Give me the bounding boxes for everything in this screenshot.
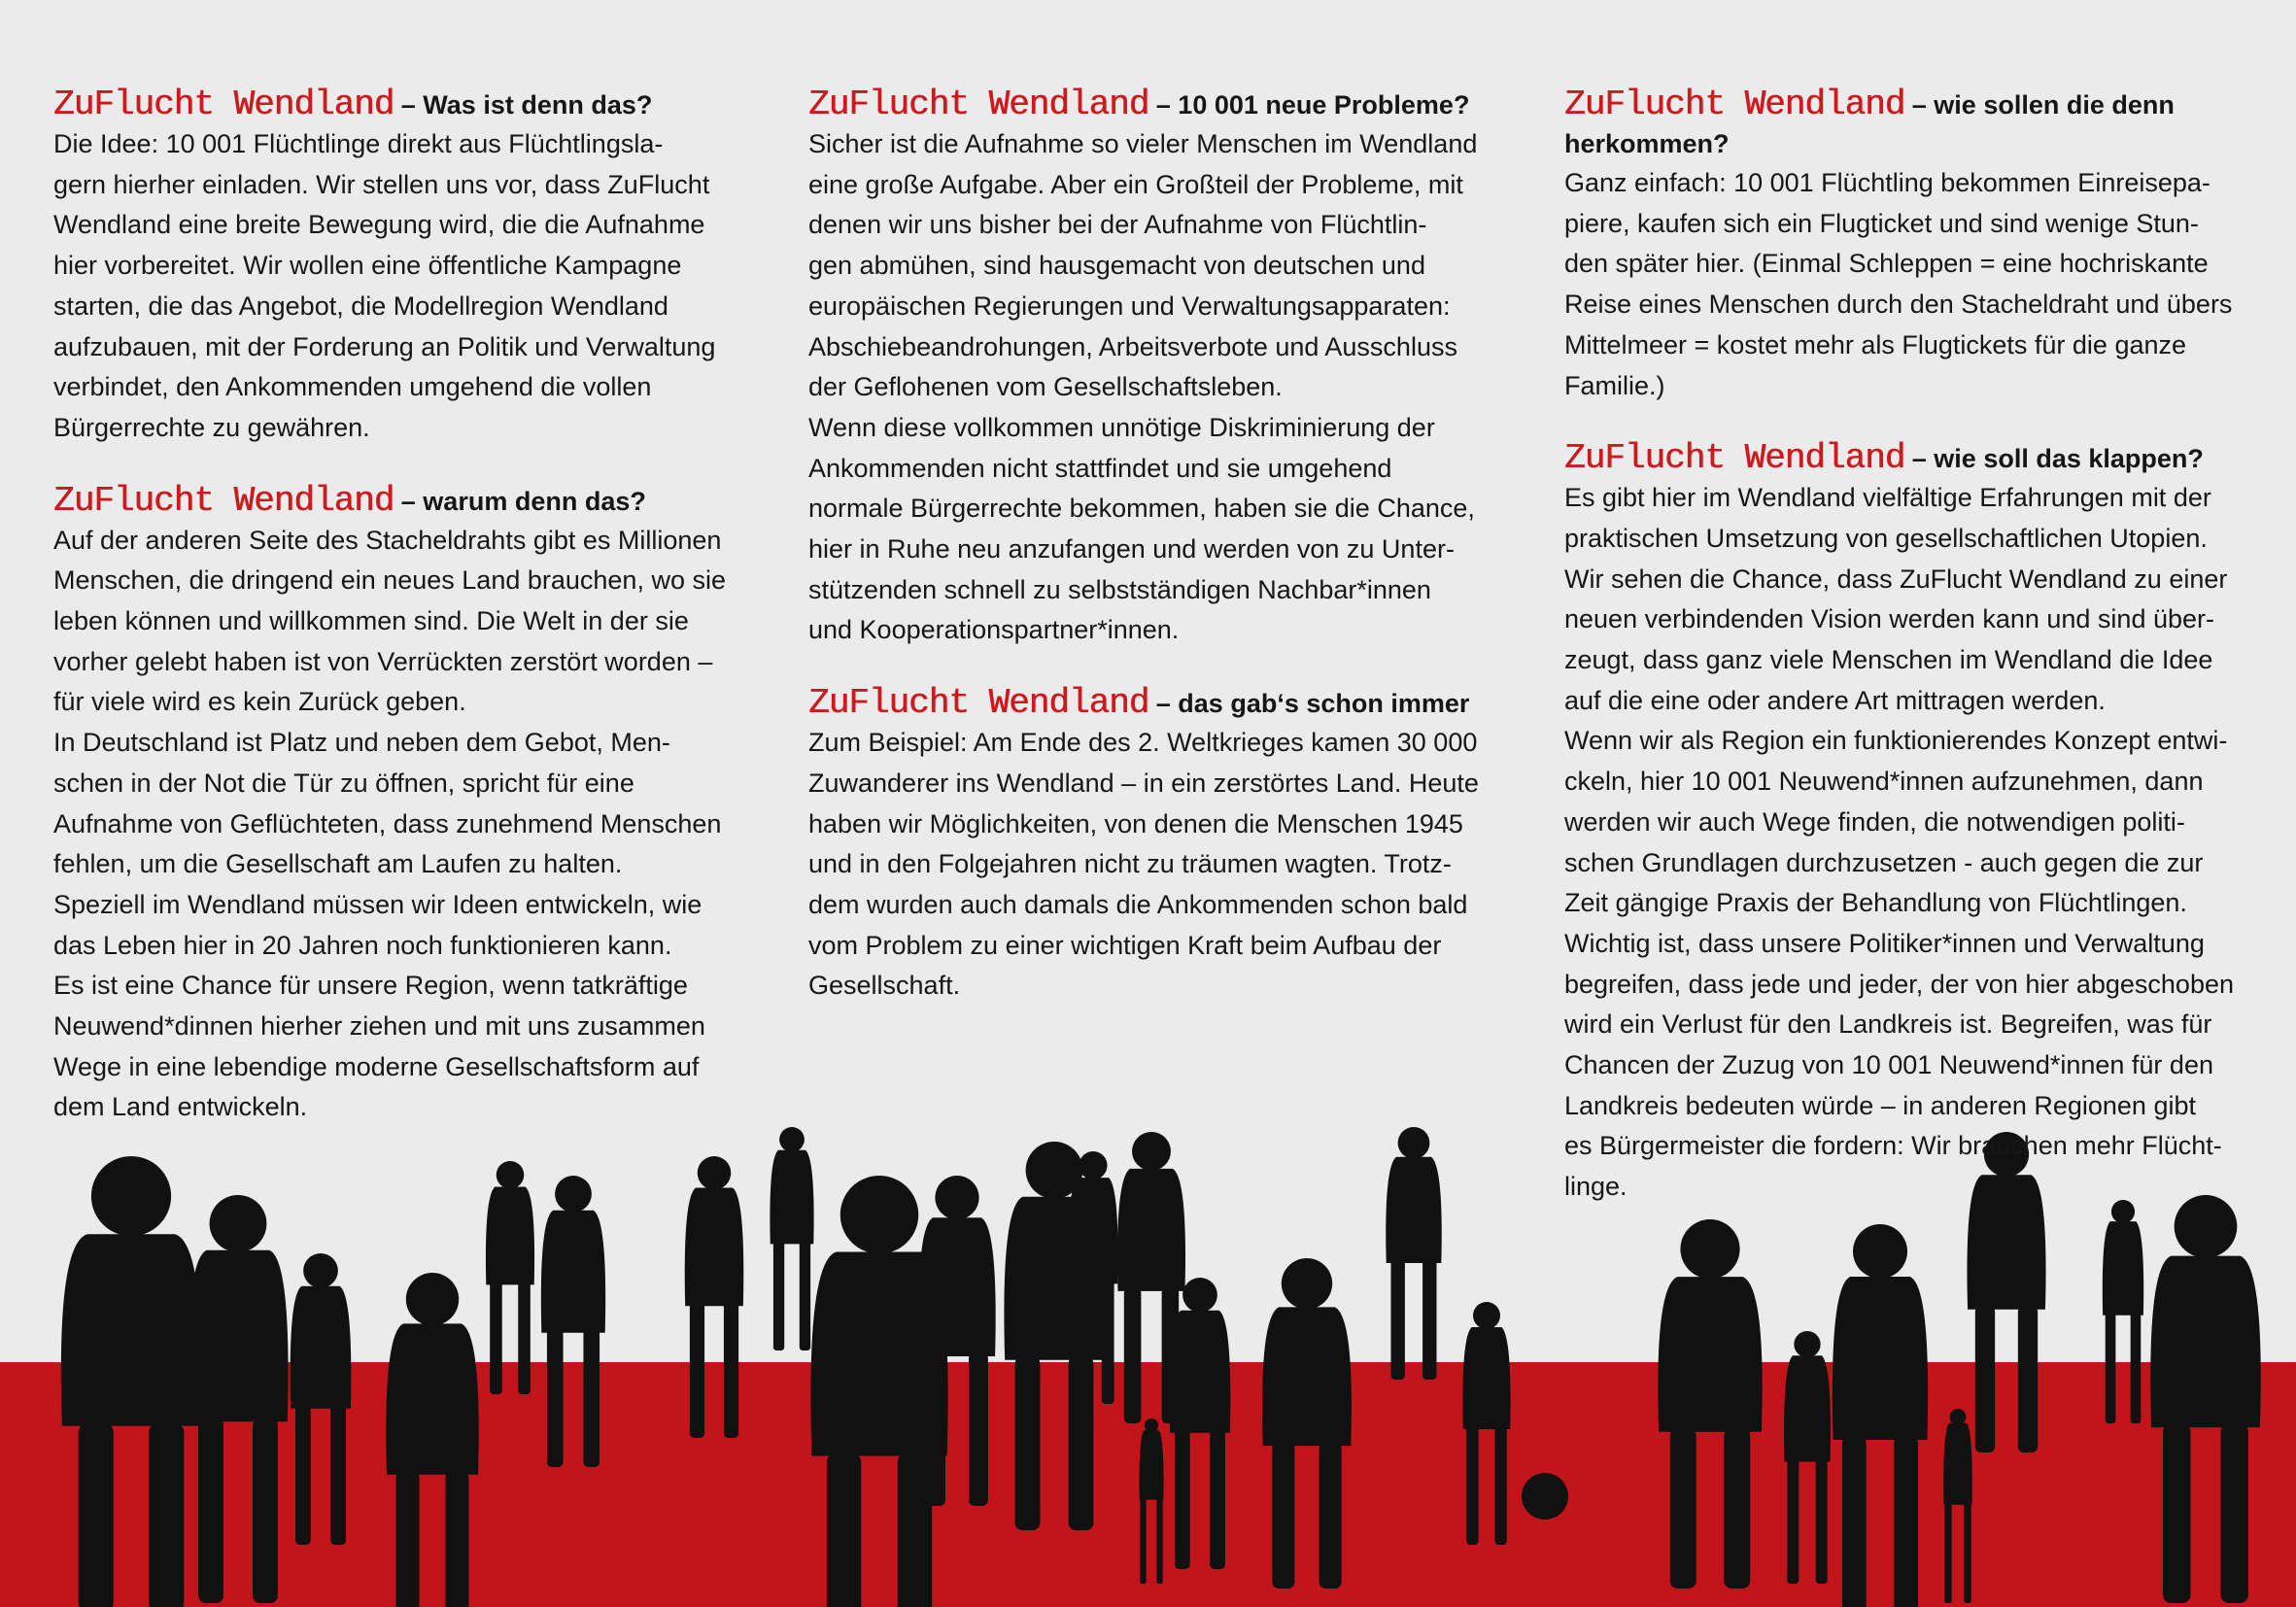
brand-name: ZuFlucht Wendland [808,85,1149,124]
body-line: Ganz einfach: 10 001 Flüchtling bekommen Einreisepa- [1564,168,2210,197]
body-line: zeugt, dass ganz viele Menschen im Wendland die Idee [1564,645,2213,675]
text-section [1564,85,2252,406]
section-subtitle: – wie sollen die denn herkommen? [1564,90,2175,158]
section-subtitle: – das gab‘s schon immer [1155,689,1470,719]
body-line: praktischen Umsetzung von gesellschaftlichen Utopien. [1564,523,2208,553]
person-silhouette [1170,1278,1231,1569]
body-line: eine große Aufgabe. Aber ein Großteil der Probleme, mit [808,169,1463,199]
section-body [1564,163,2252,406]
body-line: schen Grundlagen durchzusetzen - auch gegen die zur [1564,847,2204,877]
section-subtitle: – 10 001 neue Probleme? [1155,90,1470,120]
person-silhouette [2150,1195,2260,1603]
body-line: gen abmühen, sind hausgemacht von deutschen und [808,251,1425,281]
column-2 [808,85,1508,1040]
body-line: Speziell im Wendland müssen wir Ideen entwickeln, wie [53,889,703,919]
section-subtitle: – wie soll das klappen? [1911,444,2204,474]
person-silhouette [291,1253,352,1545]
body-line: vom Problem zu einer wichtigen Kraft beim Aufbau der [808,930,1442,960]
body-line: normale Bürgerrechte bekommen, haben sie die Chance, [808,494,1475,524]
section-body [808,124,1508,651]
section-heading [808,85,1508,124]
body-line: hier vorbereitet. Wir wollen eine öffentliche Kampagne [53,251,682,281]
body-line: und in den Folgejahren nicht zu träumen wagten. Trotz- [808,849,1452,879]
body-line: Wenn wir als Region ein funktionierendes Konzept entwi- [1564,726,2228,756]
person-silhouette [918,1176,995,1506]
body-line: Wege in eine lebendige moderne Gesellschaftsform auf [53,1051,700,1081]
person-silhouette [386,1273,478,1607]
body-line: linge. [1564,1172,1628,1202]
text-section [808,684,1508,1007]
body-line: fehlen, um die Gesellschaft am Laufen zu halten. [53,849,623,879]
body-line: leben können und willkommen sind. Die Welt in der sie [53,606,689,636]
person-silhouette [1658,1219,1762,1589]
person-silhouette [770,1127,813,1351]
section-body [1564,478,2252,1208]
body-line: stützenden schnell zu selbstständigen Nachbar*innen [808,574,1431,604]
brand-name: ZuFlucht Wendland [1564,438,1905,479]
person-silhouette [188,1195,288,1603]
body-line: das Leben hier in 20 Jahren noch funktionieren kann. [53,930,672,960]
person-silhouette [486,1161,534,1394]
column-3 [1564,85,2252,1241]
body-line: vorher gelebt haben ist von Verrückten zerstört worden – [53,646,713,676]
ball-silhouette [1522,1473,1568,1520]
brand-name: ZuFlucht Wendland [53,85,394,124]
text-section [53,482,753,1129]
section-heading [1564,439,2252,478]
body-line: Wir sehen die Chance, dass ZuFlucht Wendland zu einer [1564,564,2228,594]
text-section [1564,439,2252,1208]
body-line: hier in Ruhe neu anzufangen und werden von zu Unter- [808,534,1455,564]
person-silhouette [541,1176,605,1467]
body-line: Wenn diese vollkommen unnötige Diskriminierung der [808,412,1435,442]
body-line: europäischen Regierungen und Verwaltungsapparaten: [808,291,1451,321]
body-line: Gesellschaft. [808,971,961,1001]
body-line: gern hierher einladen. Wir stellen uns vor, dass ZuFlucht [53,169,710,199]
body-line: haben wir Möglichkeiten, von denen die Menschen 1945 [808,808,1463,838]
person-silhouette [1833,1224,1928,1607]
person-silhouette [1943,1409,1971,1603]
body-line: verbindet, den Ankommenden umgehend die vollen [53,372,652,402]
brand-name: ZuFlucht Wendland [808,683,1149,724]
body-line: für viele wird es kein Zurück geben. [53,687,466,717]
body-line: auf die eine oder andere Art mittragen werden. [1564,685,2106,715]
section-heading [808,684,1508,723]
body-line: Aufnahme von Geflüchteten, dass zunehmend Menschen [53,808,722,838]
person-silhouette [61,1156,201,1607]
section-heading [1564,85,2252,163]
body-line: Zeit gängige Praxis der Behandlung von Flüchtlingen. [1564,888,2187,918]
body-line: Ankommenden nicht stattfindet und sie umgehend [808,453,1392,483]
brand-name: ZuFlucht Wendland [1564,85,1905,124]
section-subtitle: – Was ist denn das? [400,90,653,120]
body-line: Bürgerrechte zu gewähren. [53,412,370,442]
body-line: dem Land entwickeln. [53,1092,308,1122]
body-line: Sicher ist die Aufnahme so vieler Menschen im Wendland [808,129,1478,158]
body-line: ckeln, hier 10 001 Neuwend*innen aufzunehmen, dann [1564,767,2204,797]
person-silhouette [1139,1419,1163,1584]
section-body [53,521,753,1129]
body-line: Chancen der Zuzug von 10 001 Neuwend*innen für den [1564,1050,2213,1080]
body-line: neuen verbindenden Vision werden kann und sind über- [1564,604,2214,634]
body-line: werden wir auch Wege finden, die notwendigen politi- [1564,806,2185,837]
body-line: Familie.) [1564,370,1665,400]
body-line: der Geflohenen vom Gesellschaftsleben. [808,372,1283,402]
body-line: Auf der anderen Seite des Stacheldrahts gibt es Millionen [53,525,722,555]
body-line: Abschiebeandrohungen, Arbeitsverbote und Ausschluss [808,331,1457,361]
section-heading [53,482,753,521]
body-line: wird ein Verlust für den Landkreis ist. Begreifen, was für [1564,1009,2212,1040]
body-line: schen in der Not die Tür zu öffnen, spricht für eine [53,768,634,798]
body-line: denen wir uns bisher bei der Aufnahme von Flüchtlin- [808,210,1427,240]
text-section [808,85,1508,651]
body-line: Es gibt hier im Wendland vielfältige Erfahrungen mit der [1564,483,2211,513]
body-line: aufzubauen, mit der Forderung an Politik und Verwaltung [53,331,716,361]
body-line: und Kooperationspartner*innen. [808,615,1180,645]
body-line: Zuwanderer ins Wendland – in ein zerstörtes Land. Heute [808,768,1479,798]
text-section [53,85,753,449]
brand-name: ZuFlucht Wendland [53,480,394,521]
body-line: In Deutschland ist Platz und neben dem Gebot, Men- [53,728,670,758]
body-line: piere, kaufen sich ein Flugticket und sind wenige Stun- [1564,208,2199,238]
body-line: Landkreis bedeuten würde – in anderen Regionen gibt [1564,1090,2196,1120]
body-line: Reise eines Menschen durch den Stacheldraht und übers [1564,290,2233,320]
person-silhouette [1386,1127,1441,1380]
column-1 [53,85,753,1161]
body-line: Mittelmeer = kostet mehr als Flugtickets für die ganze [1564,329,2187,359]
person-silhouette [1784,1331,1831,1584]
body-line: dem wurden auch damals die Ankommenden schon bald [808,889,1468,919]
body-line: Wendland eine breite Bewegung wird, die die Aufnahme [53,210,705,240]
body-line: Die Idee: 10 001 Flüchtlinge direkt aus Flüchtlingsla- [53,129,664,158]
body-line: Zum Beispiel: Am Ende des 2. Weltkrieges kamen 30 000 [808,728,1478,758]
section-body [53,124,753,449]
body-line: es Bürgermeister die fordern: Wir brauchen mehr Flücht- [1564,1131,2222,1161]
body-line: Es ist eine Chance für unsere Region, wenn tatkräftige [53,971,688,1001]
body-line: begreifen, dass jede und jeder, der von hier abgeschoben [1564,969,2235,999]
body-line: Neuwend*dinnen hierher ziehen und mit uns zusammen [53,1011,705,1042]
person-silhouette [1262,1258,1352,1589]
body-line: Wichtig ist, dass unsere Politiker*innen und Verwaltung [1564,928,2205,958]
person-silhouette [1462,1302,1510,1545]
section-subtitle: – warum denn das? [400,486,646,516]
section-body [808,723,1508,1007]
body-line: den später hier. (Einmal Schleppen = eine hochriskante [1564,249,2209,279]
body-line: Menschen, die dringend ein neues Land brauchen, wo sie [53,565,726,596]
person-silhouette [685,1156,744,1438]
body-line: starten, die das Angebot, die Modellregion Wendland [53,291,668,321]
section-heading [53,85,753,124]
